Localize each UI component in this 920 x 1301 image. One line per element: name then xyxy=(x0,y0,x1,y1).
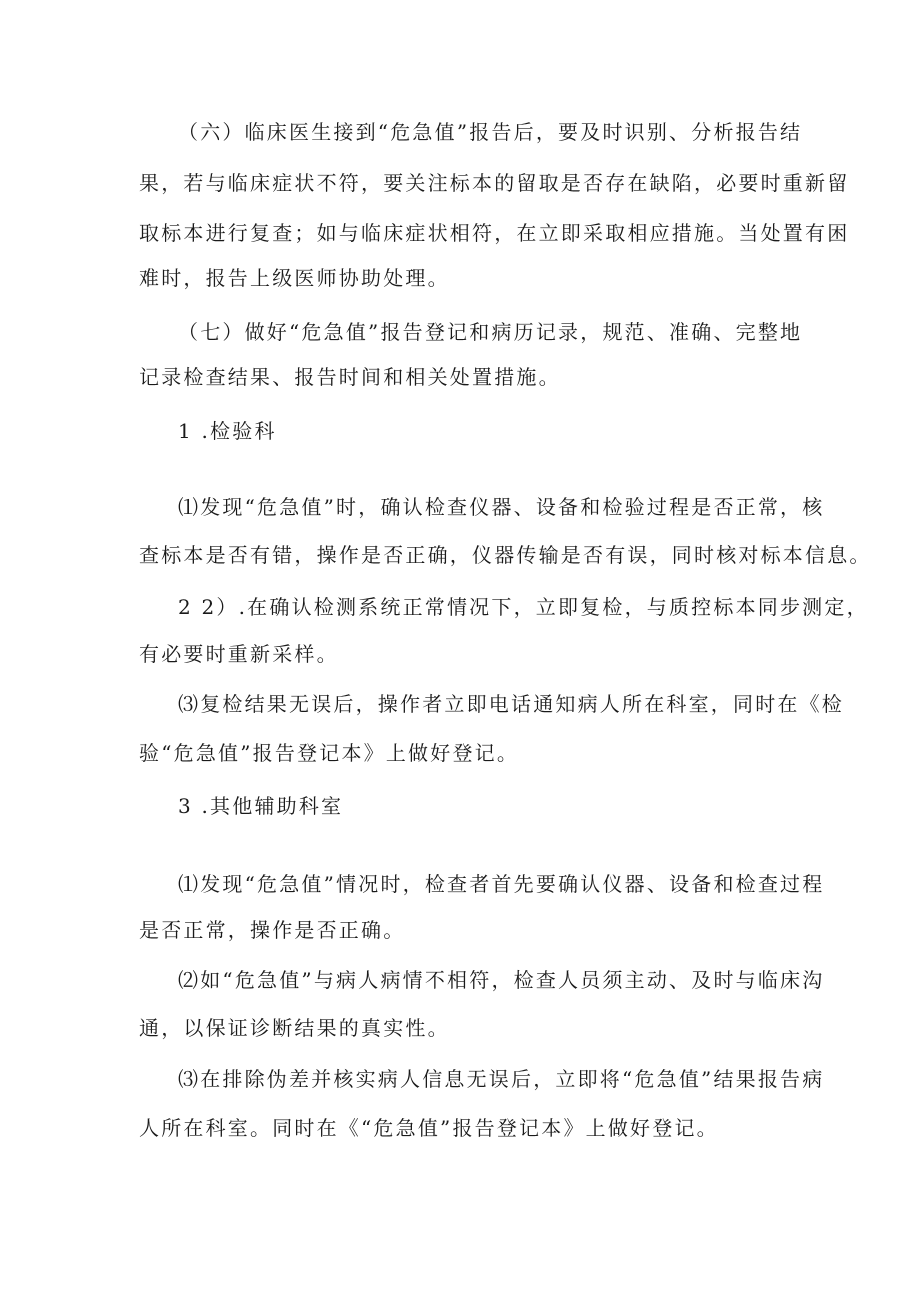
lab-item-3-line-2: 验“危急值”报告登记本》上做好登记。 xyxy=(139,741,520,765)
section-heading-auxiliary: 3 .其他辅助科室 xyxy=(178,794,344,818)
aux-item-3-line-1: ⑶在排除伪差并核实病人信息无误后，立即将“危急值”结果报告病 xyxy=(178,1067,825,1091)
lab-item-2-line-2: 有必要时重新采样。 xyxy=(139,642,339,666)
aux-item-1-line-1: ⑴发现“危急值”情况时，检查者首先要确认仪器、设备和检查过程 xyxy=(178,872,825,896)
lab-item-3-line-1: ⑶复检结果无误后，操作者立即电话通知病人所在科室，同时在《检 xyxy=(178,692,844,716)
section-heading-lab: 1 .检验科 xyxy=(178,419,277,443)
lab-item-1-line-1: ⑴发现“危急值”时，确认检查仪器、设备和检验过程是否正常，核 xyxy=(178,495,825,519)
lab-item-1-line-2: 查标本是否有错，操作是否正确，仪器传输是否有误，同时核对标本信息。 xyxy=(139,543,872,567)
aux-item-1-line-2: 是否正常，操作是否正确。 xyxy=(139,918,406,942)
paragraph-7-line-1: （七）做好“危急值”报告登记和病历记录，规范、准确、完整地 xyxy=(178,320,803,344)
paragraph-7-line-2: 记录检查结果、报告时间和相关处置措施。 xyxy=(139,365,561,389)
aux-item-2-line-2: 通，以保证诊断结果的真实性。 xyxy=(139,1016,450,1040)
aux-item-2-line-1: ⑵如“危急值”与病人病情不相符，检查人员须主动、及时与临床沟 xyxy=(178,968,825,992)
paragraph-6-line-2: 果，若与临床症状不符，要关注标本的留取是否存在缺陷，必要时重新留 xyxy=(139,171,850,195)
paragraph-6-line-1: （六）临床医生接到“危急值”报告后，要及时识别、分析报告结 xyxy=(178,120,803,144)
aux-item-3-line-2: 人所在科室。同时在《“危急值”报告登记本》上做好登记。 xyxy=(139,1116,719,1140)
paragraph-6-line-3: 取标本进行复查；如与临床症状相符，在立即采取相应措施。当处置有困 xyxy=(139,221,850,245)
paragraph-6-line-4: 难时，报告上级医师协助处理。 xyxy=(139,266,450,290)
lab-item-2-line-1: 2 2）.在确认检测系统正常情况下，立即复检，与质控标本同步测定， xyxy=(178,595,869,619)
